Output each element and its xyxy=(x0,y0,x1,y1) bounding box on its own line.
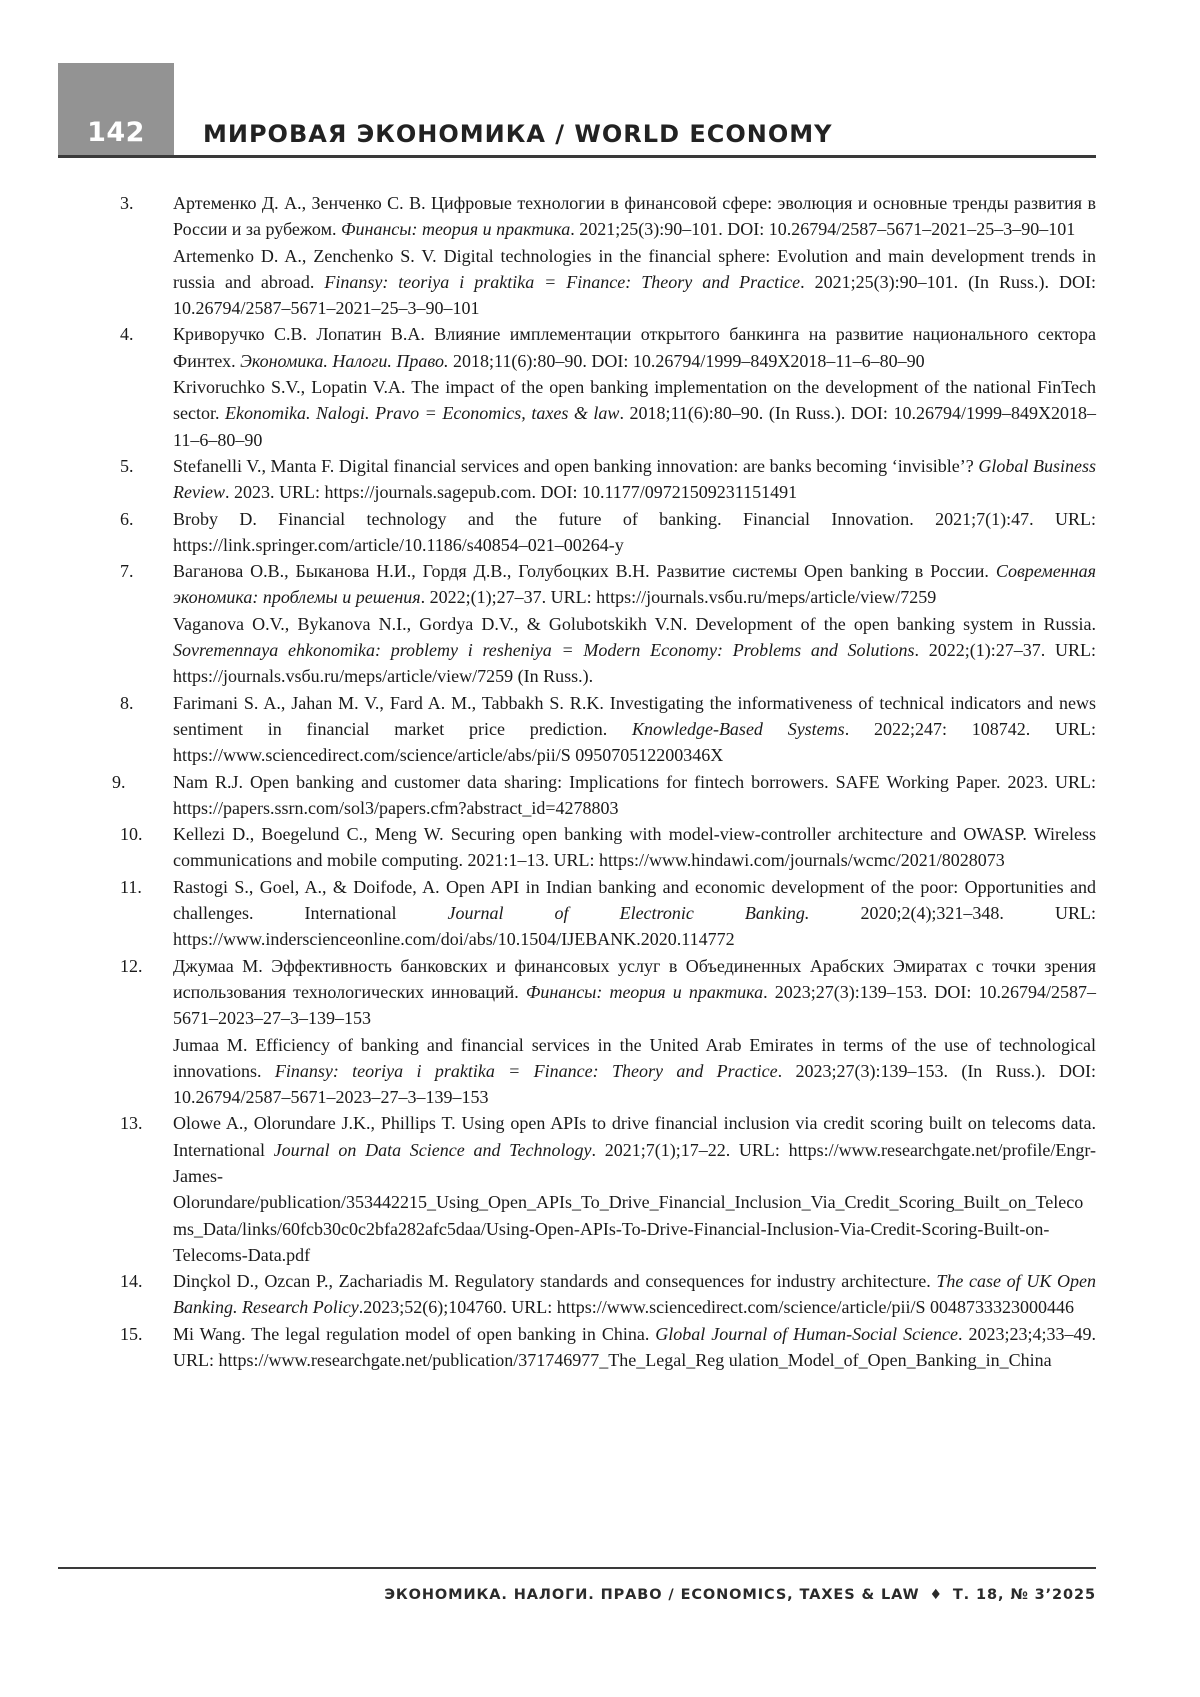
reference-number: 12. xyxy=(120,955,143,976)
reference-number: 8. xyxy=(120,692,134,713)
reference-item xyxy=(120,506,1096,559)
reference-number: 13. xyxy=(120,1113,143,1134)
reference-citation xyxy=(173,374,1096,453)
header-divider xyxy=(58,155,1096,158)
footer-journal-title: ЭКОНОМИКА. НАЛОГИ. ПРАВО / ECONOMICS, TAXES & LAW xyxy=(384,1587,920,1603)
reference-item xyxy=(120,558,1096,689)
citation-text: Stefanelli V., Manta F. Digital financial services and open banking innovation: are banks becoming ‘invisible’? xyxy=(173,455,979,476)
citation-text: Broby D. Financial technology and the future of banking. Financial Innovation. 2021;7(1):47. URL: https://link.springer.com/article/10.1186/s40854–021–00264-y xyxy=(173,508,1096,555)
diamond-separator-icon: ♦ xyxy=(929,1587,943,1603)
reference-citation xyxy=(173,769,1096,822)
reference-item xyxy=(120,1268,1096,1321)
citation-text: 2018;11(6):80–90. DOI: 10.26794/1999–849X2018–11–6–80–90 xyxy=(448,350,925,371)
citation-text: Krivoruchko S.V., Lopatin V.A. The impact of the open banking implementation on the development of the national FinTech sector. xyxy=(173,377,1096,424)
citation-text: .2023;52(6);104760. URL: https://www.sciencedirect.com/science/article/pii/S 0048733323000446 xyxy=(358,1297,1074,1318)
citation-text: 2020;2(4);321–348. URL: https://www.inderscienceonline.com/doi/abs/10.1504/IJEBANK.2020.114772 xyxy=(173,903,1096,950)
reference-list xyxy=(112,190,1096,1373)
citation-text: Джумаа М. Эффективность банковских и финансовых услуг в Объединенных Арабских Эмиратах с точки зрения использования технологических инноваций. xyxy=(173,955,1096,1002)
citation-source-title: Sovremennaya ehkonomika: problemy i resheniya = Modern Economy: Problems and Solutions xyxy=(173,640,915,661)
reference-number: 14. xyxy=(120,1271,143,1292)
citation-text: Dinçkol D., Ozcan P., Zachariadis M. Regulatory standards and consequences for industry architecture. xyxy=(173,1271,937,1292)
citation-text: . 2018;11(6):80–90. (In Russ.). DOI: 10.26794/1999–849X2018–11–6–80–90 xyxy=(173,403,1096,450)
reference-citation xyxy=(173,321,1096,374)
citation-text: Криворучко С.В. Лопатин В.А. Влияние имплементации открытого банкинга на развитие национального сектора Финтех. xyxy=(173,324,1096,371)
citation-source-title: Journal on Data Science and Technology xyxy=(273,1139,592,1160)
reference-citation xyxy=(173,506,1096,559)
reference-number: 7. xyxy=(120,561,134,582)
reference-citation xyxy=(173,690,1096,769)
citation-source-title: Финансы: теория и практика xyxy=(525,981,764,1002)
reference-citation xyxy=(173,1321,1096,1374)
reference-citation xyxy=(173,1032,1096,1111)
citation-text: Farimani S. A., Jahan M. V., Fard A. M., Tabbakh S. R.K. Investigating the informativeness of technical indicators and news sentiment in financial market price prediction. xyxy=(173,692,1096,739)
footer-divider xyxy=(58,1567,1096,1569)
reference-number: 6. xyxy=(120,508,134,529)
footer-issue: Т. 18, № 3’2025 xyxy=(952,1587,1096,1603)
reference-item xyxy=(120,453,1096,506)
reference-number: 10. xyxy=(120,824,143,845)
citation-text: Mi Wang. The legal regulation model of open banking in China. xyxy=(173,1323,656,1344)
citation-text: . 2023;23;4;33–49. URL: https://www.researchgate.net/publication/371746977_The_Legal_Reg ulation_Model_of_Open_Banking_in_China xyxy=(173,1323,1096,1371)
citation-text: . 2021;7(1);17–22. URL: https://www.researchgate.net/profile/Engr-James-Olorundare/publication/353442215_Using_Open_APIs_To_Drive_Financial_Inclusion_Via_Credit_Scoring_Built_on_Telecoms_Data/links/60fcb30c0c2bfa282afc5daa/Using-Open-APIs-To-Drive-Financial-Inclusion-Via-Credit-Scoring-Built-on-Telecoms-Data.pdf xyxy=(173,1139,1096,1265)
reference-item xyxy=(120,821,1096,874)
reference-item xyxy=(112,769,1096,822)
reference-item xyxy=(120,953,1096,1111)
citation-text: Kellezi D., Boegelund C., Meng W. Securing open banking with model-view-controller architecture and OWASP. Wireless communications and mobile computing. 2021:1–13. URL: https://www.hindawi.com/journals/wcmc/2021/8028073 xyxy=(173,824,1096,871)
reference-item xyxy=(120,690,1096,769)
reference-citation xyxy=(173,190,1096,243)
reference-citation xyxy=(173,243,1096,322)
citation-source-title: Journal of Electronic Banking. xyxy=(447,903,810,924)
reference-citation xyxy=(173,453,1096,506)
citation-text: . 2023. URL: https://journals.sagepub.com. DOI: 10.1177/09721509231151491 xyxy=(224,482,798,503)
citation-text: Nam R.J. Open banking and customer data sharing: Implications for fintech borrowers. SAFE Working Paper. 2023. URL: https://papers.ssrn.com/sol3/papers.cfm?abstract_id=4278803 xyxy=(173,771,1096,818)
citation-text: Vaganova O.V., Bykanova N.I., Gordya D.V., & Golubotskikh V.N. Development of the open banking system in Russia. xyxy=(173,613,1096,634)
reference-item xyxy=(120,1110,1096,1268)
reference-citation xyxy=(173,1110,1096,1268)
reference-number: 9. xyxy=(112,771,126,792)
citation-text: Artemenko D. A., Zenchenko S. V. Digital technologies in the financial sphere: Evolution and main development trends in russia and abroad. xyxy=(173,245,1096,292)
reference-item xyxy=(120,1321,1096,1374)
reference-citation xyxy=(173,1268,1096,1321)
citation-text: . 2021;25(3):90–101. (In Russ.). DOI: 10.26794/2587–5671–2021–25–3–90–101 xyxy=(173,271,1096,319)
reference-number: 4. xyxy=(120,324,134,345)
citation-source-title: Экономика. Налоги. Право. xyxy=(240,350,449,371)
citation-source-title: Finansy: teoriya i praktika = Finance: Theory and Practice xyxy=(324,271,801,292)
page-number: 142 xyxy=(87,117,145,148)
citation-text: . 2023;27(3):139–153. DOI: 10.26794/2587–5671–2023–27–3–139–153 xyxy=(173,981,1096,1029)
reference-citation xyxy=(173,821,1096,874)
citation-source-title: Global Journal of Human-Social Science xyxy=(655,1323,959,1344)
reference-item xyxy=(120,190,1096,321)
reference-item xyxy=(120,874,1096,953)
citation-text: . 2023;27(3):139–153. (In Russ.). DOI: 10.26794/2587–5671–2023–27–3–139–153 xyxy=(173,1060,1096,1108)
citation-text: . 2022;(1):27–37. URL: https://journals.vsбu.ru/meps/article/view/7259 (In Russ.). xyxy=(173,640,1096,687)
citation-text: Ваганова О.В., Быканова Н.И., Гордя Д.В., Голубоцких В.Н. Развитие системы Open banking в России. xyxy=(173,561,996,582)
citation-text: . 2021;25(3):90–101. DOI: 10.26794/2587–5671–2021–25–3–90–101 xyxy=(570,219,1076,240)
section-title: МИРОВАЯ ЭКОНОМИКА / WORLD ECONOMY xyxy=(203,120,833,148)
reference-number: 3. xyxy=(120,193,134,213)
citation-source-title: The case of UK Open Banking. Research Policy xyxy=(173,1271,1096,1318)
reference-number: 15. xyxy=(120,1323,143,1344)
reference-citation xyxy=(173,558,1096,611)
citation-text: Rastogi S., Goel, A., & Doifode, A. Open API in Indian banking and economic development of the poor: Opportunities and challenges. International xyxy=(173,876,1096,924)
citation-source-title: Global Business Review xyxy=(173,455,1096,503)
reference-citation xyxy=(173,953,1096,1032)
reference-citation xyxy=(173,611,1096,690)
citation-source-title: Knowledge-Based Systems xyxy=(631,718,845,739)
reference-number: 5. xyxy=(120,455,134,476)
citation-source-title: Finansy: teoriya i praktika = Finance: Theory and Practice xyxy=(274,1060,778,1081)
citation-text: . 2022;247: 108742. URL: https://www.sciencedirect.com/science/article/abs/pii/S 095070512200346X xyxy=(173,718,1096,766)
reference-item xyxy=(120,321,1096,452)
citation-text: Артеменко Д. А., Зенченко С. В. Цифровые технологии в финансовой сфере: эволюция и основные тренды развития в России и за рубежом. xyxy=(173,193,1096,240)
reference-number: 11. xyxy=(120,876,142,897)
running-footer xyxy=(384,1587,1096,1603)
citation-text: Jumaa M. Efficiency of banking and financial services in the United Arab Emirates in terms of the use of technological innovations. xyxy=(173,1034,1096,1081)
citation-source-title: Современная экономика: проблемы и решения xyxy=(173,561,1096,608)
reference-citation xyxy=(173,874,1096,953)
citation-text: . 2022;(1);27–37. URL: https://journals.vsбu.ru/meps/article/view/7259 xyxy=(420,587,937,608)
citation-text: Olowe A., Olorundare J.K., Phillips T. Using open APIs to drive financial inclusion via credit scoring built on telecoms data. International xyxy=(173,1113,1096,1160)
citation-source-title: Ekonomika. Nalogi. Pravo = Economics, taxes & law xyxy=(225,403,620,424)
citation-source-title: Финансы: теория и практика xyxy=(340,219,571,240)
